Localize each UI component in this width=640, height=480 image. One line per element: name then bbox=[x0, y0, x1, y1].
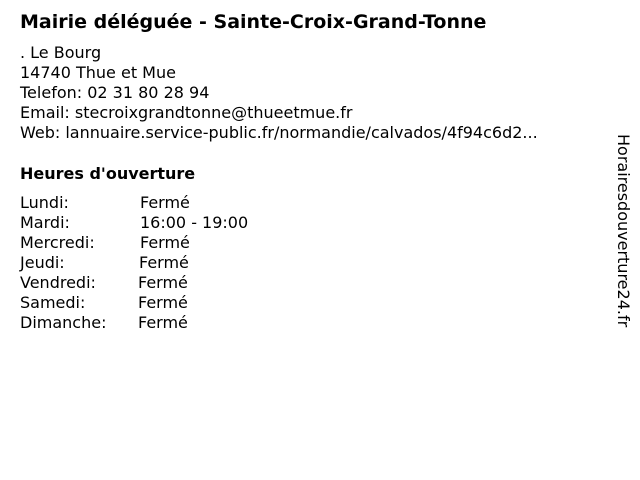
email-line: Email: stecroixgrandtonne@thueetmue.fr bbox=[20, 103, 353, 122]
page-title: Mairie déléguée - Sainte-Croix-Grand-Tonne bbox=[20, 11, 487, 33]
web-line: Web: lannuaire.service-public.fr/normandie/calvados/4f94c6d2... bbox=[20, 123, 538, 142]
day-hours: Fermé bbox=[139, 253, 189, 272]
day-hours: Fermé bbox=[138, 293, 188, 312]
opening-hours-heading: Heures d'ouverture bbox=[20, 164, 196, 183]
address-block bbox=[20, 43, 538, 143]
day-label: Mercredi: bbox=[20, 233, 95, 252]
hours-row-wednesday bbox=[20, 233, 340, 253]
site-watermark: Horairesdouverture24.fr bbox=[614, 134, 633, 328]
hours-row-saturday bbox=[20, 293, 340, 313]
hours-row-monday bbox=[20, 193, 340, 213]
day-label: Lundi: bbox=[20, 193, 69, 212]
hours-row-friday bbox=[20, 273, 340, 293]
day-hours: Fermé bbox=[140, 233, 190, 252]
day-label: Dimanche: bbox=[20, 313, 107, 332]
day-label: Mardi: bbox=[20, 213, 70, 232]
hours-row-thursday bbox=[20, 253, 340, 273]
day-label: Vendredi: bbox=[20, 273, 96, 292]
phone-line: Telefon: 02 31 80 28 94 bbox=[20, 83, 210, 102]
hours-row-sunday bbox=[20, 313, 340, 333]
street-line: . Le Bourg bbox=[20, 43, 102, 62]
day-label: Samedi: bbox=[20, 293, 86, 312]
day-label: Jeudi: bbox=[20, 253, 65, 272]
opening-hours-list bbox=[20, 193, 340, 333]
day-hours: Fermé bbox=[138, 273, 188, 292]
city-line: 14740 Thue et Mue bbox=[20, 63, 176, 82]
day-hours: Fermé bbox=[140, 193, 190, 212]
day-hours: Fermé bbox=[138, 313, 188, 332]
hours-row-tuesday bbox=[20, 213, 340, 233]
day-hours: 16:00 - 19:00 bbox=[140, 213, 249, 232]
